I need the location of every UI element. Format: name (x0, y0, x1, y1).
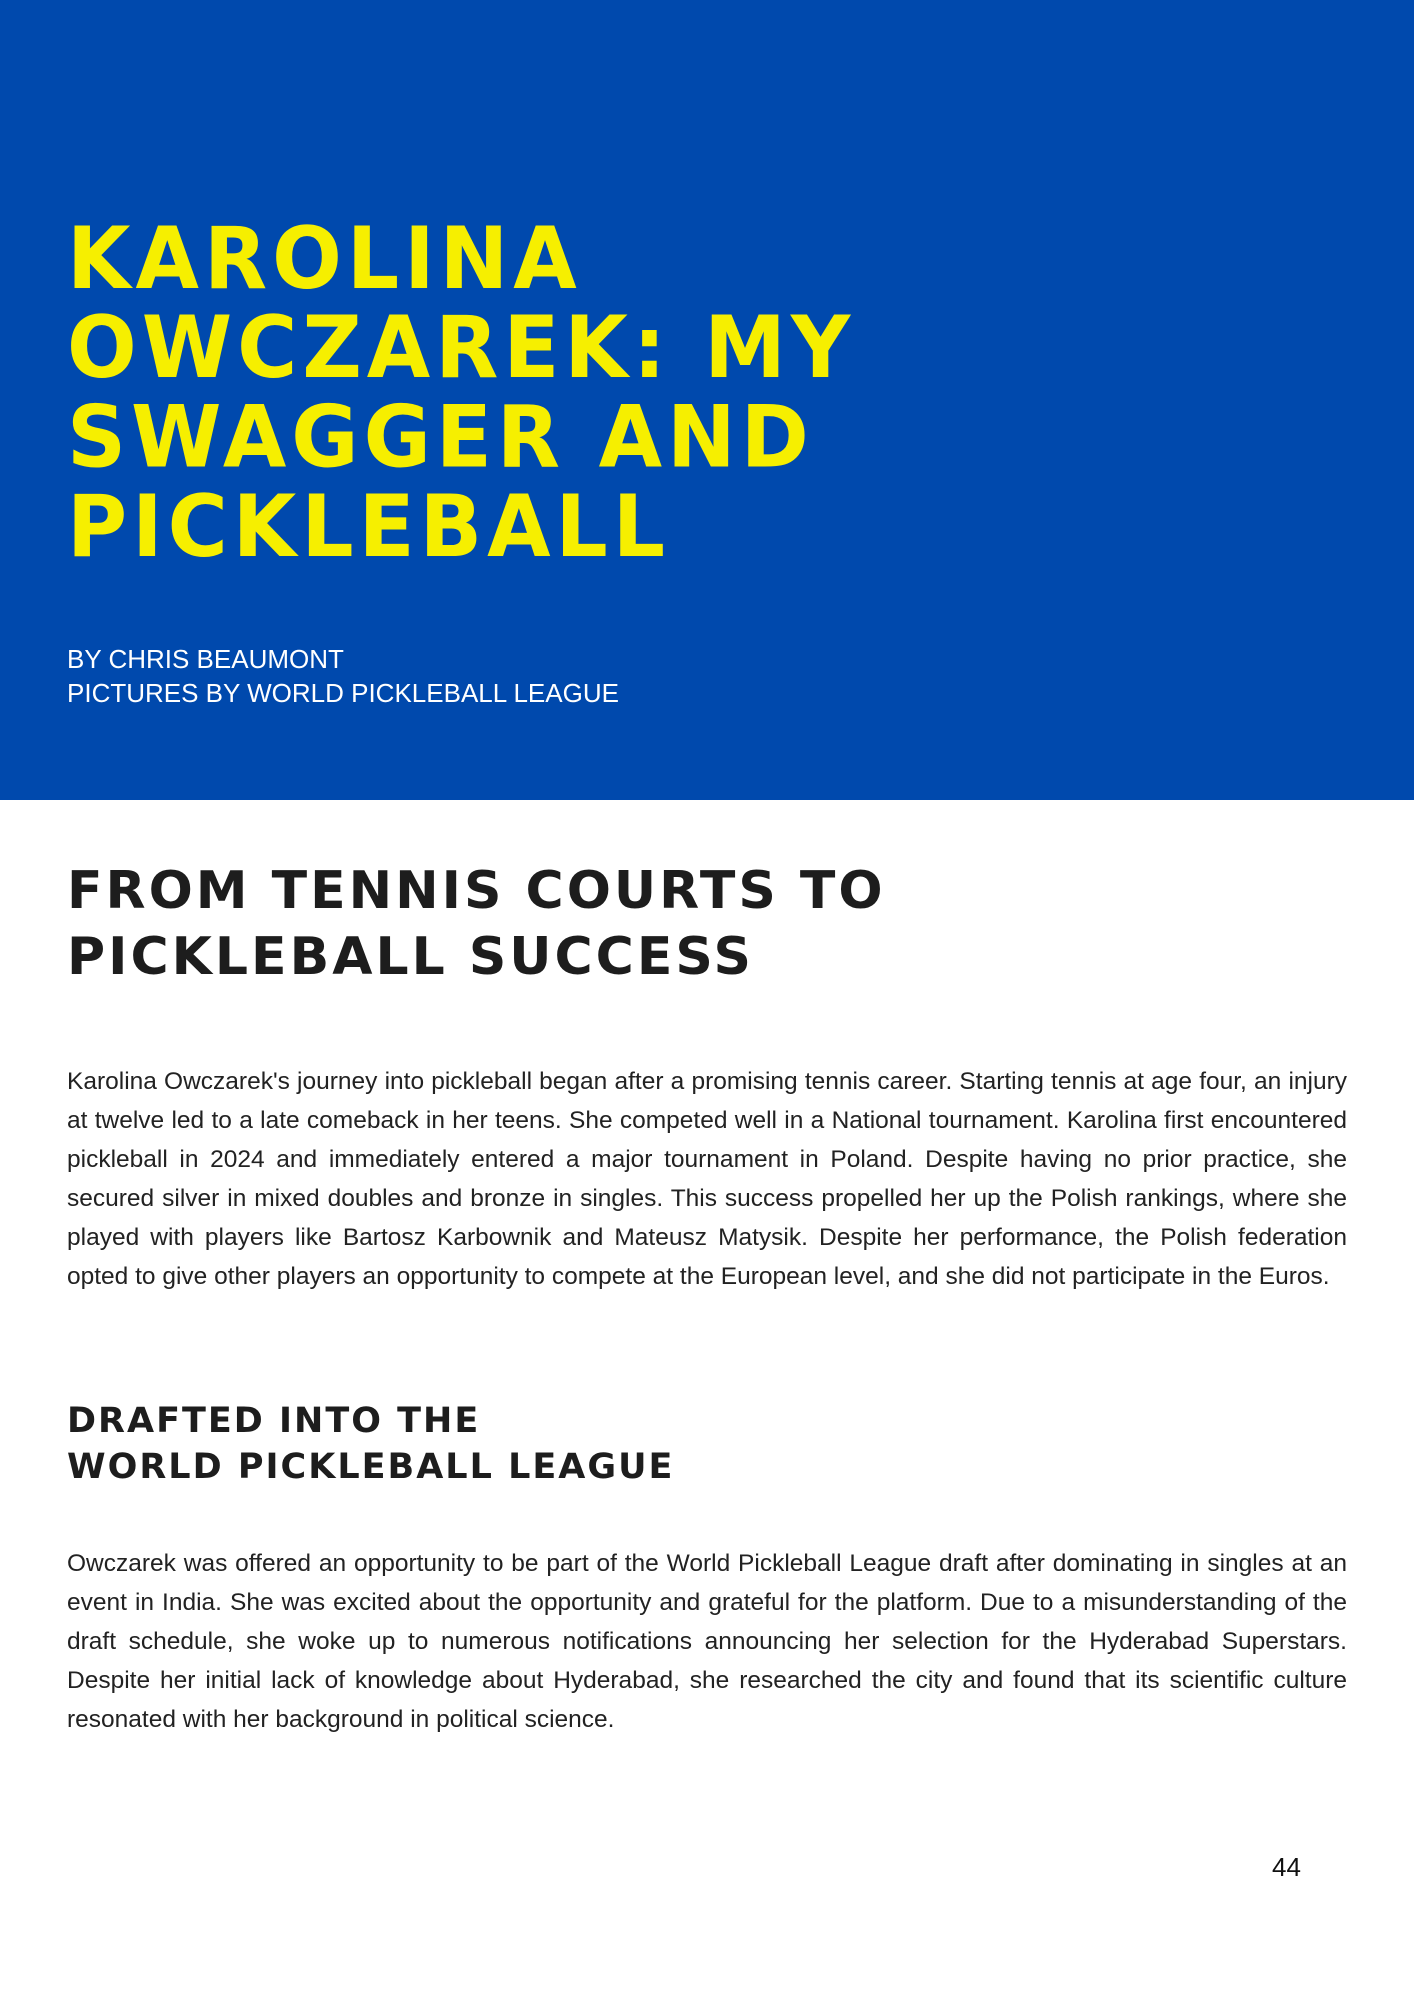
section-heading-line: PICKLEBALL SUCCESS (67, 927, 754, 987)
section-body-drafted: Owczarek was offered an opportunity to be part of the World Pickleball League draft after dominating in singles at an event in India. She was excited about the opportunity and grateful for the platform. Due to a misunderstanding of the draft schedule, she woke up to numerous notifications announcing her selection for the Hyderabad Superstars. Despite her initial lack of knowledge about Hyderabad, she researched the city and found that its scientific culture resonated with her background in political science. (67, 1550, 1347, 1733)
pictures-credit: PICTURES BY WORLD PICKLEBALL LEAGUE (67, 678, 619, 708)
article-credits (67, 642, 619, 710)
section-heading-line: FROM TENNIS COURTS TO (67, 861, 886, 921)
hero-banner (0, 0, 1414, 800)
article-title-line: OWCZAREK: MY (67, 299, 856, 399)
article-title (67, 209, 1267, 577)
article-title-line: PICKLEBALL (67, 478, 671, 577)
section-body-tennis: Karolina Owczarek's journey into pickleball began after a promising tennis career. Starting tennis at age four, an injury at twelve led to a late comeback in her teens. She competed well in a National tournament. Karolina first encountered pickleball in 2024 and immediately entered a major tournament in Poland. Despite having no prior practice, she secured silver in mixed doubles and bronze in singles. This success propelled her up the Polish rankings, where she played with players like Bartosz Karbownik and Mateusz Matysik. Despite her performance, the Polish federation opted to give other players an opportunity to compete at the European level, and she did not participate in the Euros. (67, 1068, 1347, 1290)
section-heading-line: WORLD PICKLEBALL LEAGUE (67, 1447, 675, 1487)
page-number: 44 (1272, 1852, 1301, 1882)
article-title-line: KAROLINA (67, 209, 582, 309)
section-heading-tennis (67, 858, 886, 990)
article-title-line: SWAGGER AND (67, 388, 814, 488)
section-heading-drafted (67, 1398, 674, 1490)
section-heading-line: DRAFTED INTO THE (67, 1401, 481, 1441)
byline: BY CHRIS BEAUMONT (67, 644, 344, 674)
